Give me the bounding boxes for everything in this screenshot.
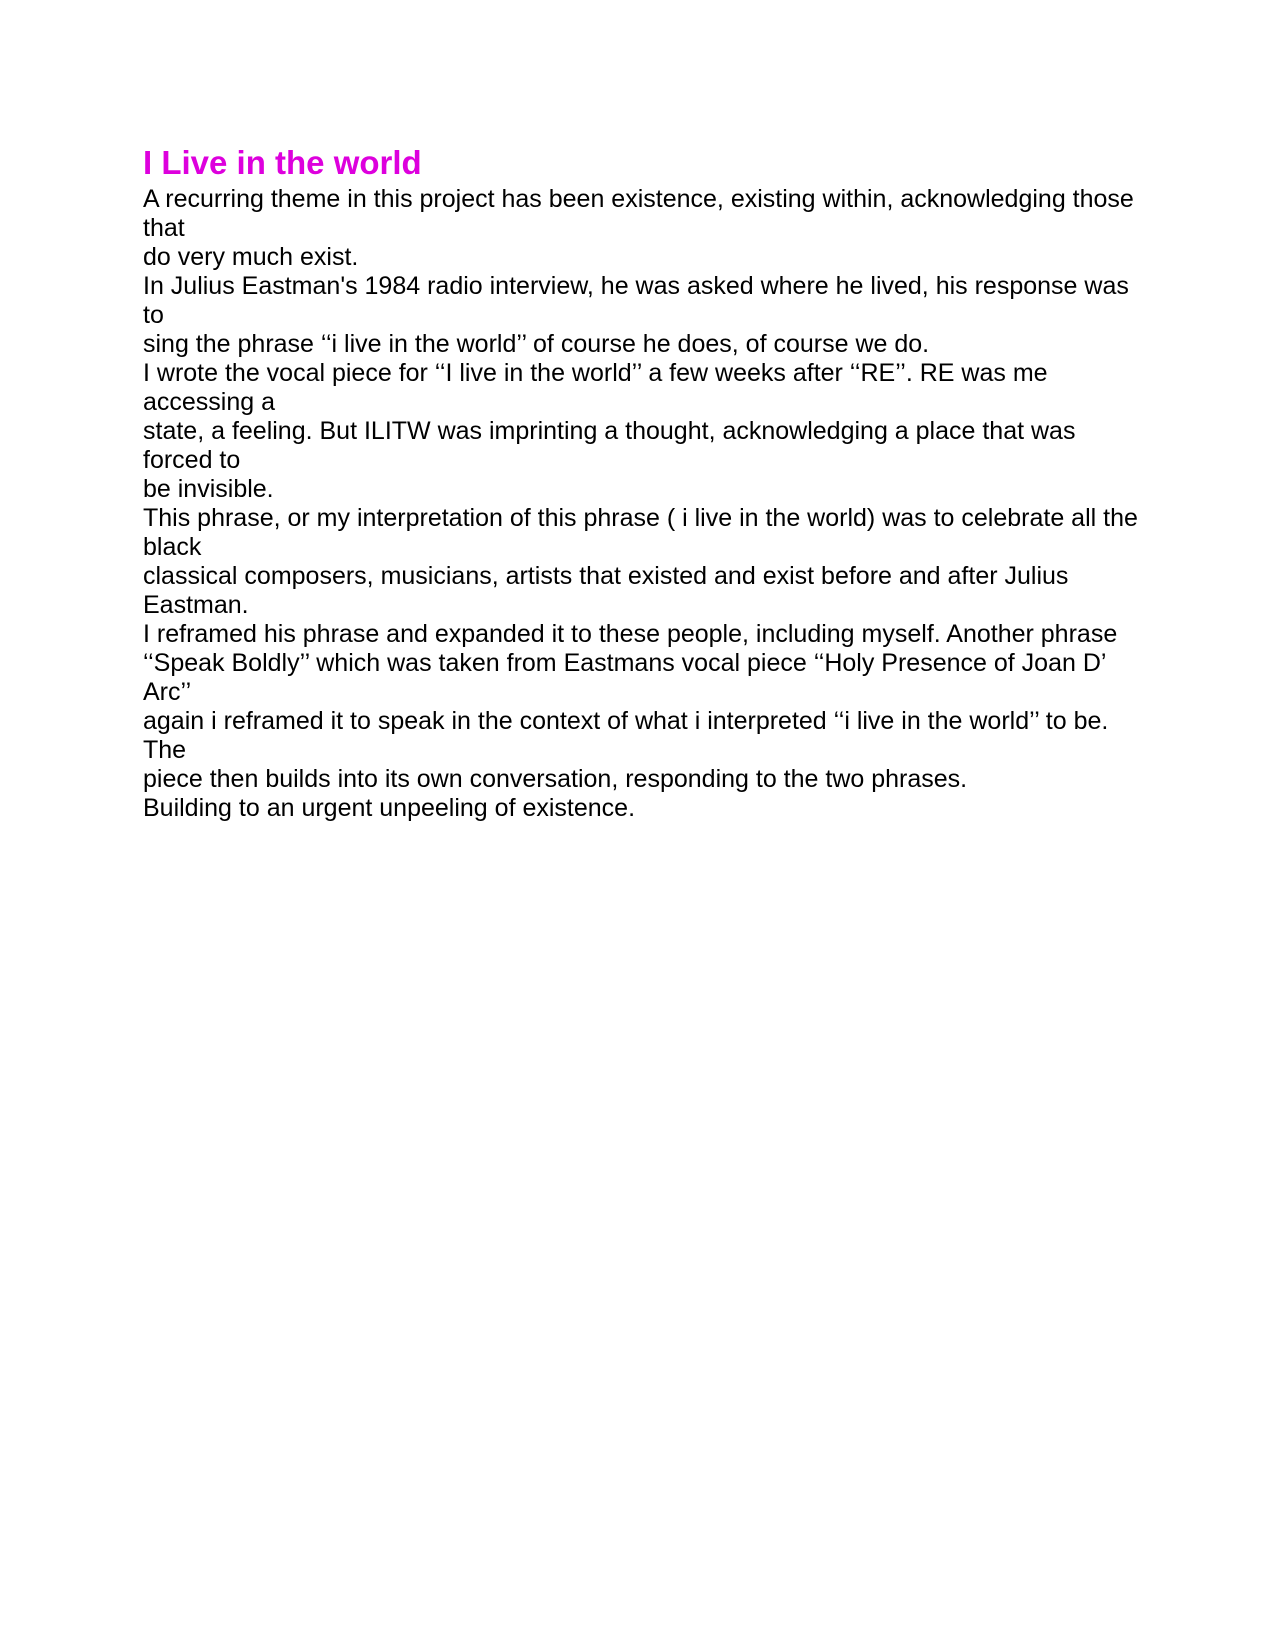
text-line: classical composers, musicians, artists that existed and exist before and after Julius Eastman.	[143, 562, 1076, 619]
text-line: I reframed his phrase and expanded it to these people, including myself. Another phrase	[143, 620, 1118, 648]
text-line: piece then builds into its own conversation, responding to the two phrases.	[143, 765, 968, 793]
text-line: do very much exist.	[143, 243, 359, 271]
text-line: be invisible.	[143, 475, 274, 503]
text-line: sing the phrase ‘‘i live in the world’’ of course he does, of course we do.	[143, 330, 930, 358]
text-line: This phrase, or my interpretation of this phrase ( i live in the world) was to celebrate all the black	[143, 504, 1145, 561]
text-line: In Julius Eastman's 1984 radio interview, he was asked where he lived, his response was to	[143, 272, 1136, 329]
text-line: ‘‘Speak Boldly’’ which was taken from Eastmans vocal piece ‘‘Holy Presence of Joan D’ Arc’’	[143, 649, 1112, 706]
text-line: state, a feeling. But ILITW was imprinting a thought, acknowledging a place that was forced to	[143, 417, 1083, 474]
document-content	[143, 144, 1143, 823]
document-body	[143, 185, 1143, 823]
text-line: I wrote the vocal piece for ‘‘I live in the world’’ a few weeks after ‘‘RE’’. RE was me accessing a	[143, 359, 1055, 416]
document-heading: I Live in the world	[143, 144, 422, 181]
text-line: Building to an urgent unpeeling of existence.	[143, 794, 636, 822]
text-line: A recurring theme in this project has been existence, existing within, acknowledging those that	[143, 185, 1141, 242]
text-line: again i reframed it to speak in the context of what i interpreted ‘‘i live in the world’’ to be. The	[143, 707, 1115, 764]
